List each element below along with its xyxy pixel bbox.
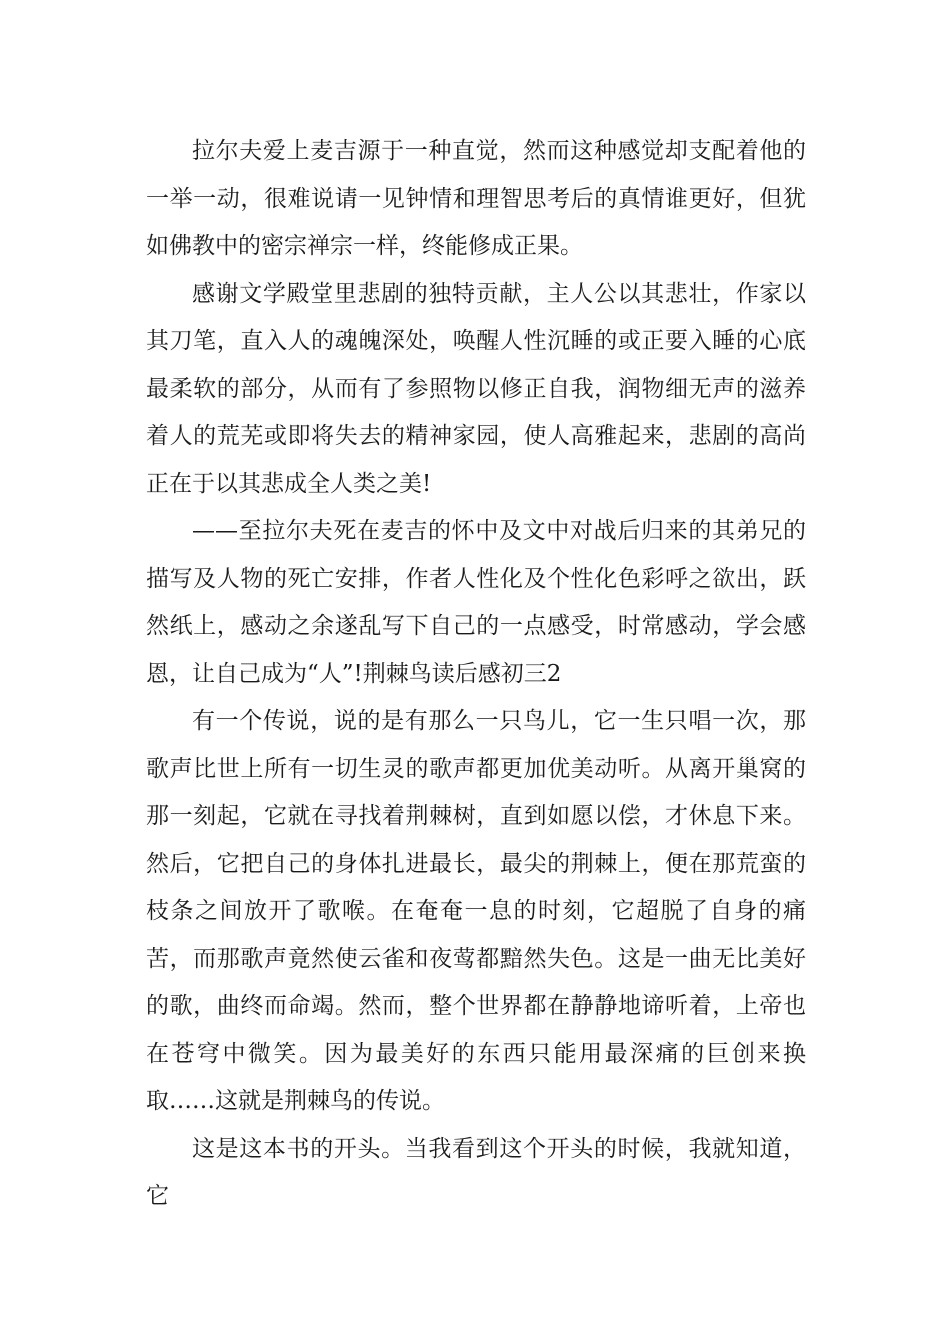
- paragraph-3: ——至拉尔夫死在麦吉的怀中及文中对战后归来的其弟兄的描写及人物的死亡安排，作者人性化及个性化色彩呼之欲出，跃然纸上，感动之余遂乱写下自己的一点感受，时常感动，学会感恩，让自己成为“人”!荆棘鸟读后感初三2: [146, 518, 806, 687]
- paragraph-4: 有一个传说，说的是有那么一只鸟儿，它一生只唱一次，那歌声比世上所有一切生灵的歌声都更加优美动听。从离开巢窝的那一刻起，它就在寻找着荆棘树，直到如愿以偿，才休息下来。然后，它把自己的身体扎进最长，最尖的荆棘上，便在那荒蛮的枝条之间放开了歌喉。在奄奄一息的时刻，它超脱了自身的痛苦，而那歌声竟然使云雀和夜莺都黯然失色。这是一曲无比美好的歌，曲终而命竭。然而，整个世界都在静静地谛听着，上帝也在苍穹中微笑。因为最美好的东西只能用最深痛的巨创来换取……这就是荆棘鸟的传说。: [146, 708, 806, 1114]
- paragraph-1: 拉尔夫爱上麦吉源于一种直觉，然而这种感觉却支配着他的一举一动，很难说请一见钟情和理智思考后的真情谁更好，但犹如佛教中的密宗禅宗一样，终能修成正果。: [146, 138, 806, 259]
- paragraph-2: 感谢文学殿堂里悲剧的独特贡献，主人公以其悲壮，作家以其刀笔，直入人的魂魄深处，唤醒人性沉睡的或正要入睡的心底最柔软的部分，从而有了参照物以修正自我，润物细无声的滋养着人的荒芜或即将失去的精神家园，使人高雅起来，悲剧的高尚正在于以其悲成全人类之美!: [146, 280, 806, 497]
- paragraph-5: 这是这本书的开头。当我看到这个开头的时候，我就知道，它: [146, 1135, 806, 1209]
- document-page: [146, 128, 806, 1221]
